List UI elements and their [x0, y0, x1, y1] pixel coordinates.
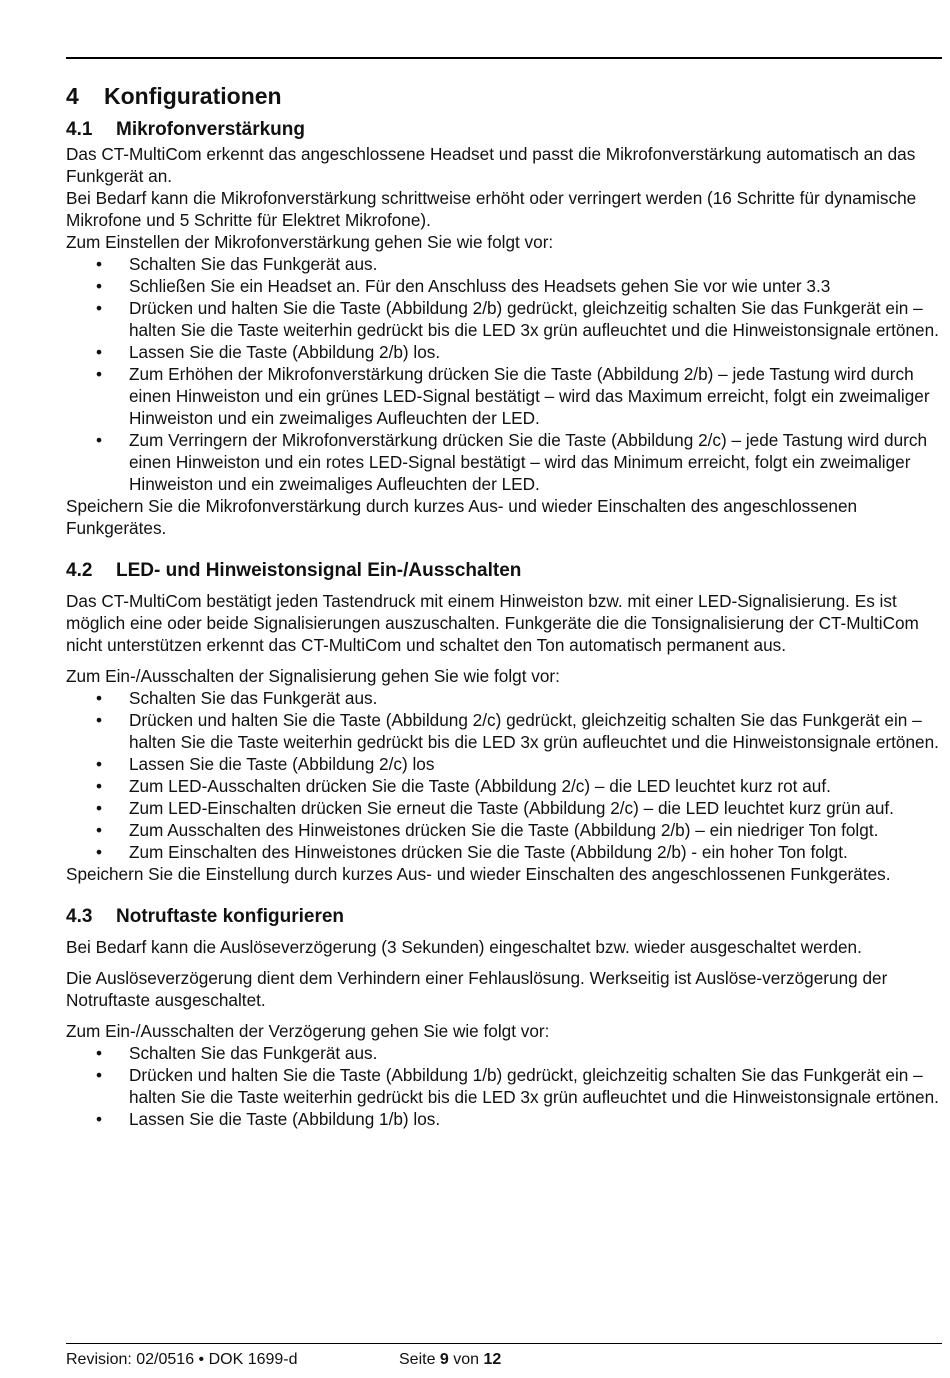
paragraph: Bei Bedarf kann die Mikrofonverstärkung schrittweise erhöht oder verringert werden (16 Schritte für dynamische Mikrofone und 5 Schritte für Elektret Mikrofone).: [66, 188, 917, 230]
chapter-title: Konfigurationen: [104, 83, 282, 109]
list-item: • Zum LED-Einschalten drücken Sie erneut die Taste (Abbildung 2/c) – die LED leuchtet kurz grün auf.: [66, 797, 946, 819]
list-item: • Zum Einschalten des Hinweistones drücken Sie die Taste (Abbildung 2/b) - ein hoher Ton folgt.: [66, 841, 946, 863]
list-item: • Schalten Sie das Funkgerät aus.: [66, 687, 946, 709]
paragraph: Speichern Sie die Einstellung durch kurzes Aus- und wieder Einschalten des angeschlossenen Funkgerätes.: [66, 864, 891, 884]
bullet-list: [66, 253, 946, 495]
page-indicator: [399, 1350, 501, 1370]
page-footer: [66, 1350, 501, 1370]
page-mid: von: [448, 1351, 484, 1368]
list-item: • Lassen Sie die Taste (Abbildung 2/c) los: [66, 753, 946, 775]
list-item: • Zum Erhöhen der Mikrofonverstärkung drücken Sie die Taste (Abbildung 2/b) – jede Tastung wird durch einen Hinweiston und ein grünes LED-Signal bestätigt – wird das Maximum erreicht, folgt ein zweimaliger Hinweiston und ein zweimaliges Aufleuchten der LED.: [66, 363, 946, 429]
paragraph: Speichern Sie die Mikrofonverstärkung durch kurzes Aus- und wieder Einschalten des angeschlossenen Funkgerätes.: [66, 496, 858, 538]
bullet-list: [66, 1042, 946, 1130]
section-title: LED- und Hinweistonsignal Ein-/Ausschalten: [116, 560, 522, 581]
section-number: 4.3: [66, 906, 93, 927]
footer-rule: [66, 1343, 942, 1344]
list-item: • Lassen Sie die Taste (Abbildung 1/b) los.: [66, 1108, 946, 1130]
list-item: • Schalten Sie das Funkgerät aus.: [66, 1042, 946, 1064]
paragraph: Das CT-MultiCom bestätigt jeden Tastendruck mit einem Hinweiston bzw. mit einer LED-Signalisierung. Es ist möglich eine oder beide Signalisierungen auszuschalten. Funkgeräte die die Tonsignalisierung der CT-MultiCom nicht unterstützen erkennt das CT-MultiCom und schaltet den Ton automatisch permanent aus.: [66, 591, 919, 655]
list-item: • Lassen Sie die Taste (Abbildung 2/b) los.: [66, 341, 946, 363]
list-item: • Schließen Sie ein Headset an. Für den Anschluss des Headsets gehen Sie vor wie unter 3.3: [66, 275, 946, 297]
section-heading-4-1: [66, 117, 946, 143]
section-number: 4.2: [66, 560, 93, 581]
section-title: Notruftaste konfigurieren: [116, 906, 345, 927]
list-item: • Drücken und halten Sie die Taste (Abbildung 1/b) gedrückt, gleichzeitig schalten Sie das Funkgerät ein – halten Sie die Taste weiterhin gedrückt bis die LED 3x grün aufleuchtet und die Hinweistonsignale ertönen.: [66, 1064, 946, 1108]
paragraph: Bei Bedarf kann die Auslöseverzögerung (3 Sekunden) eingeschaltet bzw. wieder ausgeschaltet werden.: [66, 937, 862, 957]
chapter-number: 4: [66, 83, 79, 109]
section-heading-4-3: [66, 904, 946, 930]
page-content: [66, 80, 946, 1130]
paragraph: Zum Einstellen der Mikrofonverstärkung gehen Sie wie folgt vor:: [66, 232, 554, 252]
list-item: • Drücken und halten Sie die Taste (Abbildung 2/c) gedrückt, gleichzeitig schalten Sie das Funkgerät ein – halten Sie die Taste weiterhin gedrückt bis die LED 3x grün aufleuchtet und die Hinweistonsignale ertönen.: [66, 709, 946, 753]
list-item: • Drücken und halten Sie die Taste (Abbildung 2/b) gedrückt, gleichzeitig schalten Sie das Funkgerät ein – halten Sie die Taste weiterhin gedrückt bis die LED 3x grün aufleuchtet und die Hinweistonsignale ertönen.: [66, 297, 946, 341]
section-title: Mikrofonverstärkung: [116, 119, 305, 140]
list-item: • Zum LED-Ausschalten drücken Sie die Taste (Abbildung 2/c) – die LED leuchtet kurz rot auf.: [66, 775, 946, 797]
page-prefix: Seite: [399, 1351, 440, 1368]
chapter-heading: [66, 80, 946, 112]
paragraph: Zum Ein-/Ausschalten der Verzögerung gehen Sie wie folgt vor:: [66, 1021, 550, 1041]
bullet-list: [66, 687, 946, 863]
section-number: 4.1: [66, 119, 93, 140]
list-item: • Schalten Sie das Funkgerät aus.: [66, 253, 946, 275]
list-item: • Zum Verringern der Mikrofonverstärkung drücken Sie die Taste (Abbildung 2/c) – jede Tastung wird durch einen Hinweiston und ein rotes LED-Signal bestätigt – wird das Minimum erreicht, folgt ein zweimaliger Hinweiston und ein zweimaliges Aufleuchten der LED.: [66, 429, 946, 495]
list-item: • Zum Ausschalten des Hinweistones drücken Sie die Taste (Abbildung 2/b) – ein niedriger Ton folgt.: [66, 819, 946, 841]
paragraph: Zum Ein-/Ausschalten der Signalisierung gehen Sie wie folgt vor:: [66, 666, 560, 686]
paragraph: Das CT-MultiCom erkennt das angeschlossene Headset und passt die Mikrofonverstärkung automatisch an das Funkgerät an.: [66, 144, 916, 186]
revision-label: Revision: 02/0516 • DOK 1699-d: [66, 1351, 298, 1368]
paragraph: Die Auslöseverzögerung dient dem Verhindern einer Fehlauslösung. Werkseitig ist Auslöse-verzögerung der Notruftaste ausgeschaltet.: [66, 968, 888, 1010]
page-current: 9: [439, 1351, 449, 1368]
section-heading-4-2: [66, 558, 946, 584]
header-rule: [66, 57, 942, 59]
page-total: 12: [483, 1351, 502, 1368]
